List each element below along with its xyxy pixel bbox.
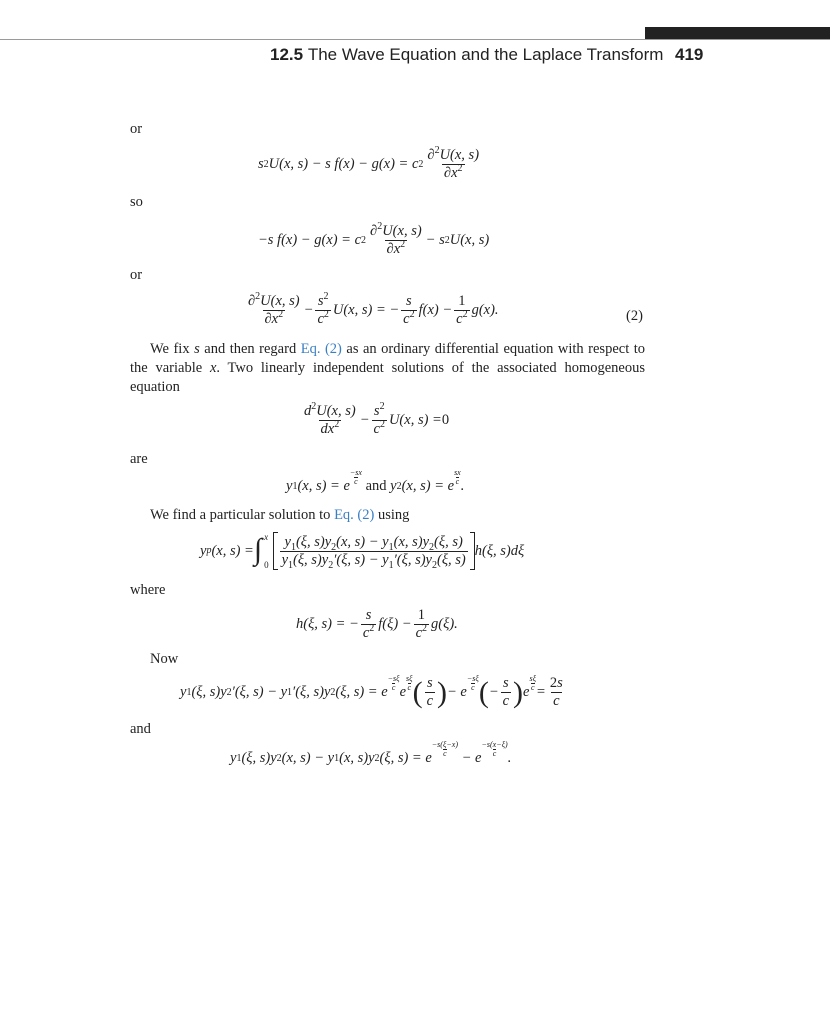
- equation-8: y 1 (ξ, s)y 2 ′(ξ, s) − y 1 ′(ξ, s)y 2 (ξ, s) = e −sξ c e sξ c ( $\frac{s}{c}$ ) − e −sξ c ( − $\frac{s}{c}$ ) e sξ c = $\frac{2s}{c}$: [180, 674, 563, 709]
- word-are: are: [130, 451, 148, 467]
- header-rule: [0, 39, 830, 40]
- equation-3: $\frac{\partial^2U(x, s)}{\partial x^2}$ − $\frac{s^2}{c^2}$ U(x, s) = − $\frac{s}{c^2}$ f(x) − $\frac{1}{c^2}$ g(x).: [248, 291, 499, 327]
- section-title: The Wave Equation and the Laplace Transform: [307, 45, 664, 64]
- eq2-link-1[interactable]: Eq. (2): [300, 341, 342, 357]
- word-where: where: [130, 582, 166, 598]
- word-now: Now: [150, 651, 179, 667]
- word-so: so: [130, 194, 143, 210]
- eq2-link-2[interactable]: Eq. (2): [334, 507, 375, 523]
- equation-9: y 1 (ξ, s)y 2 (x, s) − y 1 (x, s)y 2 (ξ, s) = e −s(ξ−x) c − e −s(x−ξ) c .: [230, 740, 512, 766]
- equation-number: (2): [626, 308, 643, 324]
- equation-7: h(ξ, s) = − $\frac{s}{c^2}$ f(ξ) − $\frac{1}{c^2}$ g(ξ).: [296, 607, 458, 641]
- equation-5: y 1 (x, s) = e −sx c and y 2 (x, s) = e sx c .: [286, 468, 465, 494]
- section-number: 12.5: [270, 45, 304, 64]
- equation-4: $\frac{d^2U(x, s)}{dx^2}$ − $\frac{s^2}{c^2}$ U(x, s) = 0: [304, 401, 450, 437]
- word-or-1: or: [130, 121, 143, 137]
- running-header: [270, 45, 663, 65]
- word-and: and: [130, 721, 151, 737]
- word-or-2: or: [130, 267, 143, 283]
- paragraph-1: We fix s and then regard Eq. (2) as an ordinary differential equation with respect to the variable x. Two linearly independent solutions of the associated homogeneous equation: [130, 341, 646, 395]
- page-number: 419: [675, 45, 704, 64]
- equation-2: −s f(x) − g(x) = c 2 $\frac{\partial^2U(x, s)}{\partial x^2}$ − s 2 U(x, s): [258, 221, 490, 257]
- equation-6: y p (x, s) = ∫ x 0 $\frac{y_1(\xi, s)y_2(x, s) - y_1(x, s)y_2(\xi, s)}{y_1(\xi, s)y_2'(\xi, s) - y_1'(\xi, s)y_2(\xi, s)}$ h(ξ, s)dξ: [200, 532, 525, 571]
- equation-1: s 2 U(x, s) − s f(x) − g(x) = c 2 $\frac{\partial^2U(x, s)}{\partial x^2}$: [258, 145, 480, 181]
- paragraph-2: We find a particular solution to Eq. (2) using: [150, 507, 410, 523]
